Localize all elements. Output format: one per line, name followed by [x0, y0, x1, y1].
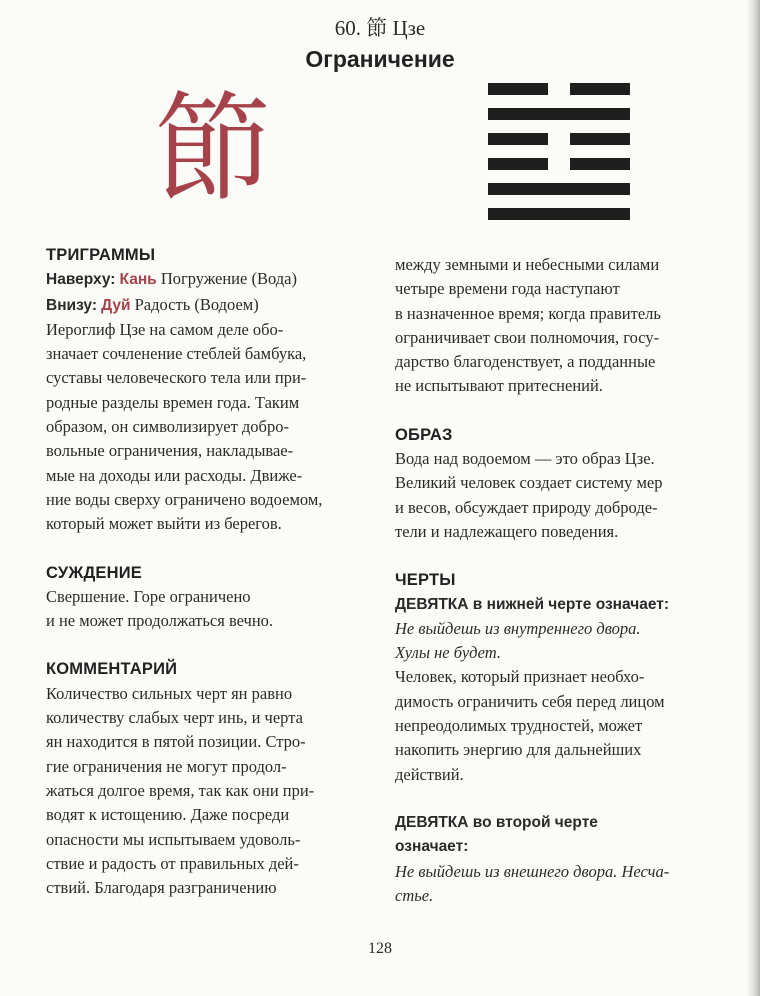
paragraph-line: Великий человек создает систему мер: [395, 473, 663, 493]
trigram-top-label: Наверху:: [46, 271, 116, 289]
hexagram-line-segment: [570, 158, 630, 170]
paragraph-line: в назначенное время; когда правитель: [395, 303, 661, 323]
jie-character-glyph: 節: [153, 80, 272, 218]
hexagram-line-segment: [488, 183, 630, 195]
trigrams-paragraph: [46, 318, 376, 537]
paragraph-line: который может выйти из берегов.: [46, 514, 282, 534]
paragraph-line: четыре времени года наступают: [395, 279, 620, 299]
hexagram-line-segment: [488, 108, 630, 120]
paragraph-line: ствий. Благодаря разграничению: [46, 878, 277, 898]
hexagram-line-segment: [488, 83, 548, 95]
hexagram-solid-line: [488, 183, 630, 195]
paragraph-line: Свершение. Горе ограничено: [46, 586, 251, 606]
hexagram-broken-line: [488, 158, 630, 170]
trigram-bottom-label: Внизу:: [46, 296, 97, 314]
paragraph-line: дарство благоденствует, а подданные: [395, 352, 656, 372]
hexagram-solid-line: [488, 108, 630, 120]
paragraph-line: водят к истощению. Даже посреди: [46, 805, 290, 825]
oracle-line: Не выйдешь из внешнего двора. Несча-: [395, 861, 670, 881]
hexagram-name: Ограничение: [305, 46, 455, 72]
trigrams-heading: ТРИГРАММЫ: [46, 246, 156, 264]
image-paragraph: [395, 447, 735, 544]
paragraph-line: опасности мы испытываем удоволь-: [46, 829, 301, 849]
paragraph-line: димость ограничить себя перед лицом: [395, 691, 665, 711]
commentary-paragraph: [46, 682, 376, 901]
hexagram-number-title: 60. 節 Цзе: [334, 16, 426, 40]
hexagram-line-segment: [488, 158, 548, 170]
paragraph-line: значает сочленение стеблей бамбука,: [46, 344, 307, 364]
paragraph-line: Количество сильных черт ян равно: [46, 683, 293, 703]
judgment-heading: СУЖДЕНИЕ: [46, 563, 143, 582]
paragraph-line: суставы человеческого тела или при-: [46, 368, 307, 388]
hexagram-broken-line: [488, 133, 630, 145]
hexagram-broken-line: [488, 83, 630, 95]
hexagram-line-segment: [488, 133, 548, 145]
commentary-continued: [395, 253, 735, 399]
paragraph-line: и не может продолжаться вечно.: [46, 611, 274, 631]
second-line-title: [395, 811, 735, 860]
trigram-bottom-row: [46, 293, 376, 318]
paragraph-line: тели и надлежащего поведения.: [395, 521, 619, 541]
title-line: означает:: [395, 838, 469, 856]
paragraph-line: родные разделы времен года. Таким: [46, 392, 300, 412]
paragraph-line: ограничивает свои полномочия, госу-: [395, 327, 660, 347]
first-line-oracle: [395, 617, 735, 666]
paragraph-line: непреодолимых трудностей, может: [395, 716, 643, 736]
oracle-line: Хулы не будет.: [395, 643, 502, 663]
hexagram-line-segment: [570, 133, 630, 145]
paragraph-line: накопить энергию для дальнейших: [395, 740, 642, 760]
hexagram-figure: [488, 83, 630, 233]
trigram-bottom-desc: Радость (Водоем): [134, 294, 259, 314]
trigram-top-row: [46, 267, 376, 292]
paragraph-line: не испытывают притеснений.: [395, 376, 603, 396]
paragraph-line: ян находится в пятой позиции. Стро-: [46, 732, 306, 752]
paragraph-line: количеству слабых черт инь, и черта: [46, 708, 303, 728]
paragraph-line: между земными и небесными силами: [395, 255, 660, 274]
paragraph-line: гие ограничения не могут продол-: [46, 756, 287, 776]
paragraph-line: ние воды сверху ограничено водоемом,: [46, 489, 323, 509]
oracle-line: Не выйдешь из внутреннего двора.: [395, 618, 641, 638]
trigram-bottom-name: Дуй: [101, 296, 131, 314]
left-column: [46, 243, 376, 900]
page-number: 128: [368, 940, 392, 957]
paragraph-line: образом, он символизирует добро-: [46, 417, 289, 437]
trigram-top-desc: Погружение (Вода): [160, 269, 297, 289]
paragraph-line: действий.: [395, 764, 464, 784]
commentary-heading: КОММЕНТАРИЙ: [46, 660, 178, 679]
hexagram-solid-line: [488, 208, 630, 220]
first-line-title: ДЕВЯТКА в нижней черте означает:: [395, 595, 670, 613]
paragraph-line: мые на доходы или расходы. Движе-: [46, 465, 303, 485]
paragraph-line: Иероглиф Цзе на самом деле обо-: [46, 319, 284, 339]
oracle-line: стье.: [395, 885, 434, 905]
paragraph-line: Человек, который признает необхо-: [395, 667, 645, 687]
first-line-paragraph: [395, 665, 735, 786]
title-line: ДЕВЯТКА во второй черте: [395, 813, 598, 831]
image-heading: ОБРАЗ: [395, 425, 453, 444]
paragraph-line: вольные ограничения, накладывае-: [46, 441, 294, 461]
page-edge-shadow: [746, 0, 760, 996]
paragraph-line: жаться долгое время, так как они при-: [46, 780, 315, 800]
right-column: [395, 253, 735, 908]
traits-heading: ЧЕРТЫ: [395, 571, 456, 590]
paragraph-line: Вода над водоемом — это образ Цзе.: [395, 449, 655, 469]
hexagram-line-segment: [488, 208, 630, 220]
judgment-paragraph: [46, 585, 376, 634]
paragraph-line: ствие и радость от правильных дей-: [46, 853, 299, 873]
paragraph-line: и весов, обсуждает природу доброде-: [395, 497, 658, 517]
second-line-oracle: [395, 860, 735, 909]
trigram-top-name: Кань: [119, 271, 157, 289]
hexagram-line-segment: [570, 83, 630, 95]
